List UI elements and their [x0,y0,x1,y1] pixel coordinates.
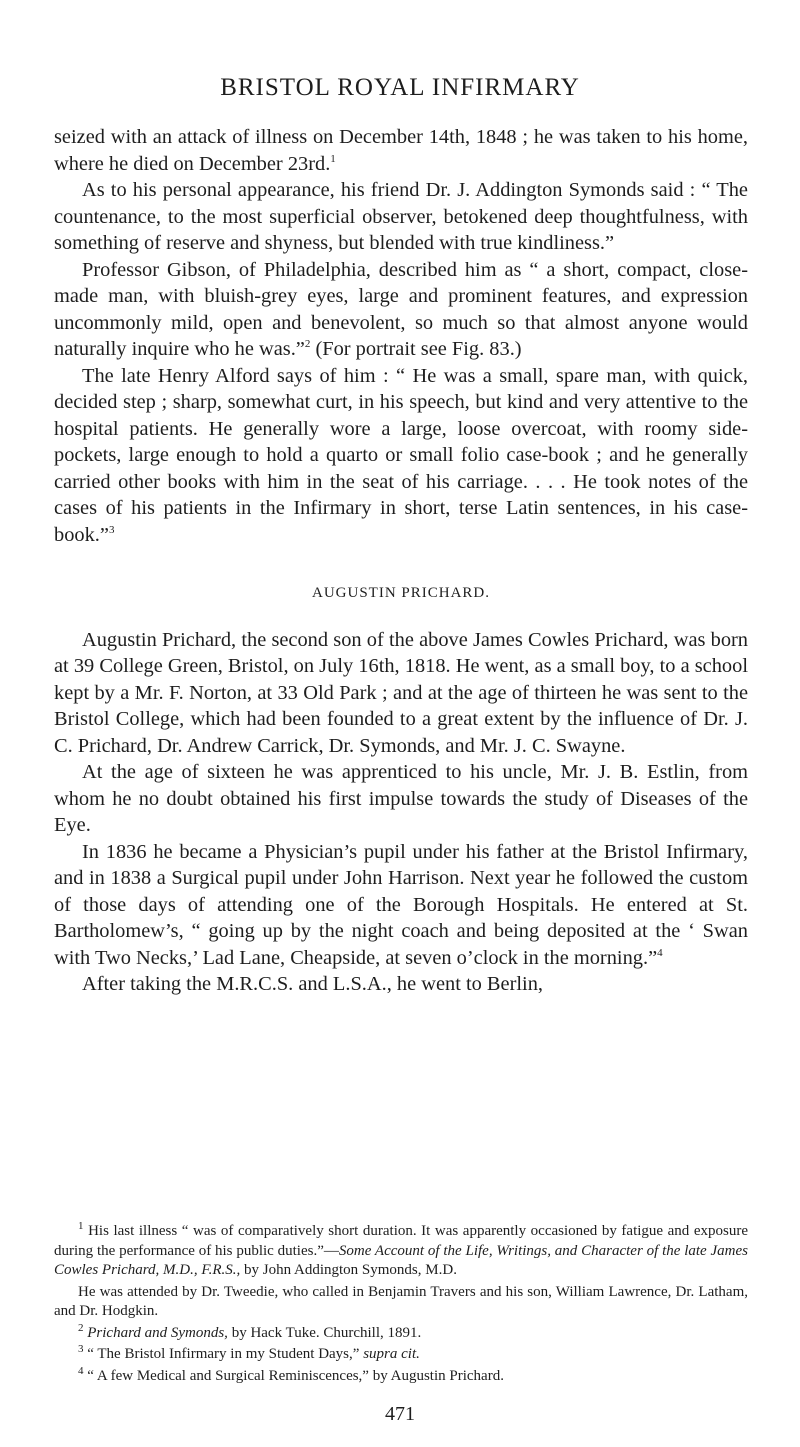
footnote-number: 2 [78,1321,84,1334]
footnote-number: 1 [78,1220,84,1232]
body-text [54,124,748,998]
section-heading: AUGUSTIN PRICHARD. [311,585,490,601]
paragraph: In 1836 he became a Physician’s pupil under his father at the Bristol Infirmary, and in 1838 a Surgical pupil under John Harrison. Next year he followed the custom of those days of attending one of the Borough Hospitals. He entered at St. Bartholomew’s, “ going up by the night coach and being deposited at the ‘ Swan with Two Necks,’ Lad Lane, Cheapside, at seven o’clock in the morning.”$^4$ [54,840,748,969]
page-number: 471 [385,1403,415,1425]
footnote-4: $^4$ “ A few Medical and Surgical Reminiscences,” by Augustin Prichard. [78,1364,504,1384]
footnote-2: $^2$ Prichard and Symonds, by Hack Tuke. Churchill, 1891. [78,1321,422,1341]
paragraph: Augustin Prichard, the second son of the above James Cowles Prichard, was born at 39 College Green, Bristol, on July 16th, 1818. He went, as a small boy, to a school kept by a Mr. F. Norton, at 33 Old Park ; and at the age of thirteen he was sent to the Bristol College, which had been founded to a great extent by the influence of Dr. J. C. Prichard, Dr. Andrew Carrick, Dr. Symonds, and Mr. J. C. Swayne. [54,628,748,757]
cited-title: Some Account of the Life, Writings, and Character of the late James Cowles Prichard, M.D., F.R.S., [54,1242,748,1278]
footnote-ref[interactable]: 2 [304,338,311,351]
footnote-3: $^3$ “ The Bristol Infirmary in my Student Days,” supra cit. [78,1343,420,1362]
paragraph: Professor Gibson, of Philadelphia, described him as “ a short, compact, close-made man, with bluish-grey eyes, large and prominent features, and expression uncommonly mild, open and benevolent, so much so that almost anyone would naturally inquire who he was.”$^2$ (For portrait see Fig. 83.) [54,258,748,360]
footnote-1-continued: He was attended by Dr. Tweedie, who called in Benjamin Travers and his son, William Lawrence, Dr. Latham, and Dr. Hodgkin. [54,1283,748,1319]
footnote-1: $^1$ His last illness “ was of comparatively short duration. It was apparently occasioned by fatigue and exposure during the performance of his public duties.”—Some Account of the Life, Writings, and Character of the late James Cowles Prichard, M.D., F.R.S., by John Addington Symonds, M.D. [54,1220,749,1278]
paragraph: At the age of sixteen he was apprenticed to his uncle, Mr. J. B. Estlin, from whom he no doubt obtained his first impulse towards the study of Diseases of the Eye. [54,761,748,836]
paragraph: The late Henry Alford says of him : “ He was a small, spare man, with quick, decided step ; sharp, somewhat curt, in his speech, but kind and very attentive to the hospital patients. He generally wore a large, loose overcoat, with roomy side-pockets, large enough to hold a quarto or small folio case-book ; and he generally carried other books with him in the seat of his carriage. . . . He took notes of the cases of his patients in the Infirmary in short, terse Latin sentences, in his case-book.”$^3$ [54,364,748,546]
paragraph: As to his personal appearance, his friend Dr. J. Addington Symonds said : “ The countenance, to the most superficial observer, betokened deep thoughtfulness, with something of reserve and shyness, but blended with true kindliness.” [54,179,748,254]
paragraph: After taking the M.R.C.S. and L.S.A., he went to Berlin, [82,973,543,995]
footnote-number: 4 [78,1364,84,1377]
paragraph: seized with an attack of illness on December 14th, 1848 ; he was taken to his home, where he died on December 23rd.$^1$ [54,126,748,175]
footnote-ref[interactable]: 4 [657,946,663,959]
footnotes [54,1222,748,1388]
footnote-ref[interactable]: 1 [330,152,336,165]
running-head: BRISTOL ROYAL INFIRMARY [220,74,580,101]
cited-title: Prichard and Symonds, [87,1324,228,1341]
cited-abbrev: supra cit. [363,1346,420,1362]
footnote-number: 3 [78,1343,84,1355]
footnote-ref[interactable]: 3 [108,523,115,536]
